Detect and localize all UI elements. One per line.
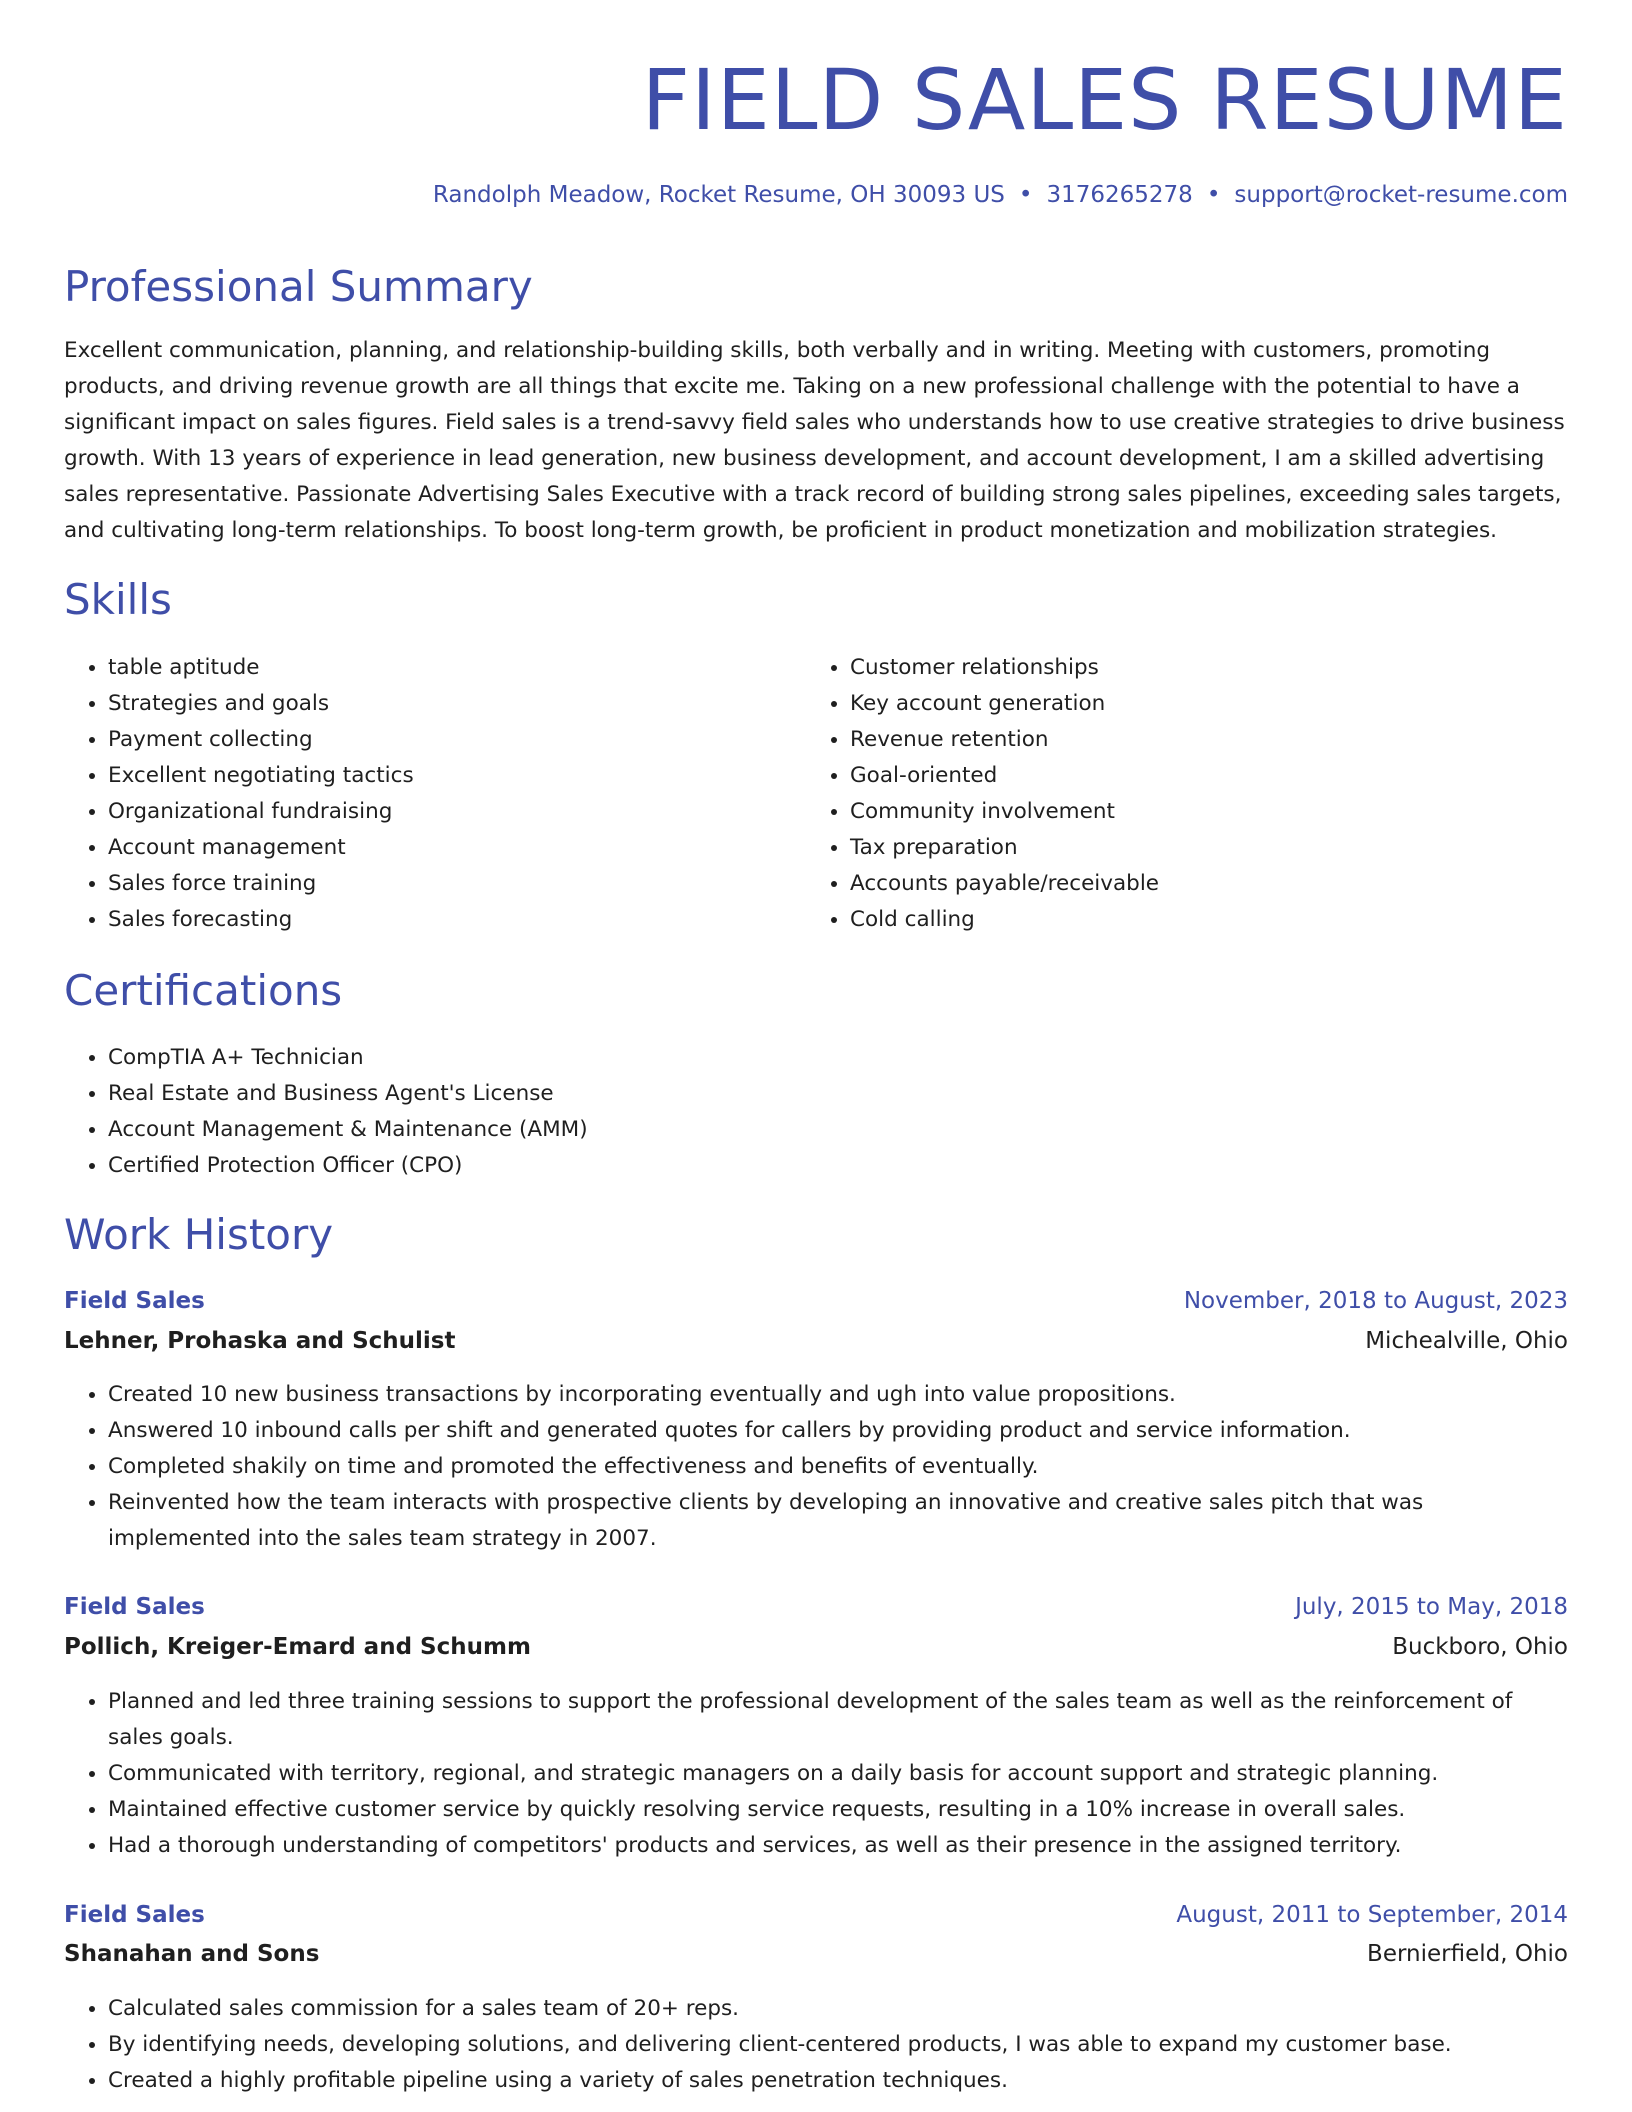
job-title: Field Sales [64,1594,205,1620]
skill-item: • Tax preparation [850,830,1550,866]
certification-item: • Real Estate and Business Agent's License [108,1076,1568,1112]
job-title: Field Sales [64,1288,205,1314]
job-bullet: • Had a thorough understanding of competitors' products and services, as well as their presence in the assigned territory. [108,1828,1568,1864]
skill-item: • Sales force training [108,866,808,902]
skill-item: • Account management [108,830,808,866]
job-bullet-list [64,1684,1568,1864]
job-company: Pollich, Kreiger-Emard and Schumm [64,1634,531,1660]
skill-item: • Revenue retention [850,722,1550,758]
skill-item: • Cold calling [850,902,1550,938]
skill-item: • Accounts payable/receivable [850,866,1550,902]
skill-item: • Strategies and goals [108,686,808,722]
skill-item: • Goal-oriented [850,758,1550,794]
certification-item: • Account Management & Maintenance (AMM) [108,1112,1568,1148]
certifications-heading: Certifications [64,966,343,1015]
job-dates: July, 2015 to May, 2018 [1295,1594,1568,1620]
job-location: Buckboro, Ohio [1392,1634,1568,1660]
contact-email[interactable]: support@rocket-resume.com [1234,182,1568,208]
skill-item: • Excellent negotiating tactics [108,758,808,794]
work-history-heading: Work History [64,1210,334,1259]
job-dates: November, 2018 to August, 2023 [1183,1288,1568,1314]
skills-heading: Skills [64,575,172,624]
skills-list-right [806,650,1550,938]
job-bullet: • Planned and led three training sessions to support the professional development of the sales team as well as the reinforcement of sales goals. [108,1684,1568,1756]
job-title: Field Sales [64,1902,205,1928]
certification-item: • CompTIA A+ Technician [108,1040,1568,1076]
job-company: Shanahan and Sons [64,1941,320,1967]
contact-separator: • [1018,182,1033,208]
skill-item: • Organizational fundraising [108,794,808,830]
skill-item: • Sales forecasting [108,902,808,938]
job-bullet: • Answered 10 inbound calls per shift and generated quotes for callers by providing product and service information. [108,1413,1568,1449]
job-bullet: • Maintained effective customer service by quickly resolving service requests, resulting in a 10% increase in overall sales. [108,1792,1568,1828]
job-bullet: • Created 10 new business transactions by incorporating eventually and ugh into value propositions. [108,1377,1568,1413]
job-bullet: • Created a highly profitable pipeline using a variety of sales penetration techniques. [108,2063,1568,2099]
resume-title: FIELD SALES RESUME [641,51,1568,149]
job-bullet-list [64,1991,1568,2099]
job-location: Michealville, Ohio [1365,1328,1568,1354]
job-bullet-list [64,1377,1568,1557]
skill-item: • Key account generation [850,686,1550,722]
job-bullet: • Communicated with territory, regional, and strategic managers on a daily basis for account support and strategic planning. [108,1756,1568,1792]
job-company: Lehner, Prohaska and Schulist [64,1328,456,1354]
job-bullet: • Completed shakily on time and promoted the effectiveness and benefits of eventually. [108,1449,1568,1485]
skill-item: • Customer relationships [850,650,1550,686]
summary-text: Excellent communication, planning, and relationship-building skills, both verbally and in writing. Meeting with customers, promoting products, and driving revenue growth are all things that excite me. Taking on a new professional challenge with the potential to have a significant impact on sales figures. Field sales is a trend-savvy field sales who understands how to use creative strategies to drive business growth. With 13 years of experience in lead generation, new business development, and account development, I am a skilled advertising sales representative. Passionate Advertising Sales Executive with a track record of building strong sales pipelines, exceeding sales targets, and cultivating long-term relationships. To boost long-term growth, be proficient in product monetization and mobilization strategies. [64,338,1565,543]
certification-item: • Certified Protection Officer (CPO) [108,1148,1568,1184]
job-bullet: • Calculated sales commission for a sales team of 20+ reps. [108,1991,1568,2027]
contact-separator: • [1206,182,1221,208]
skill-item: • Community involvement [850,794,1550,830]
contact-address: Randolph Meadow, Rocket Resume, OH 30093 US [432,182,1005,208]
summary-heading: Professional Summary [64,262,533,311]
contact-phone[interactable]: 3176265278 [1046,182,1193,208]
skill-item: • table aptitude [108,650,808,686]
job-bullet: • Reinvented how the team interacts with prospective clients by developing an innovative and creative sales pitch that was implemented into the sales team strategy in 2007. [108,1485,1568,1557]
skills-list-left [64,650,808,938]
contact-line [433,182,1568,210]
job-dates: August, 2011 to September, 2014 [1176,1902,1568,1928]
job-bullet: • By identifying needs, developing solutions, and delivering client-centered products, I was able to expand my customer base. [108,2027,1568,2063]
certifications-list [64,1040,1568,1184]
job-location: Bernierfield, Ohio [1367,1941,1568,1967]
skill-item: • Payment collecting [108,722,808,758]
